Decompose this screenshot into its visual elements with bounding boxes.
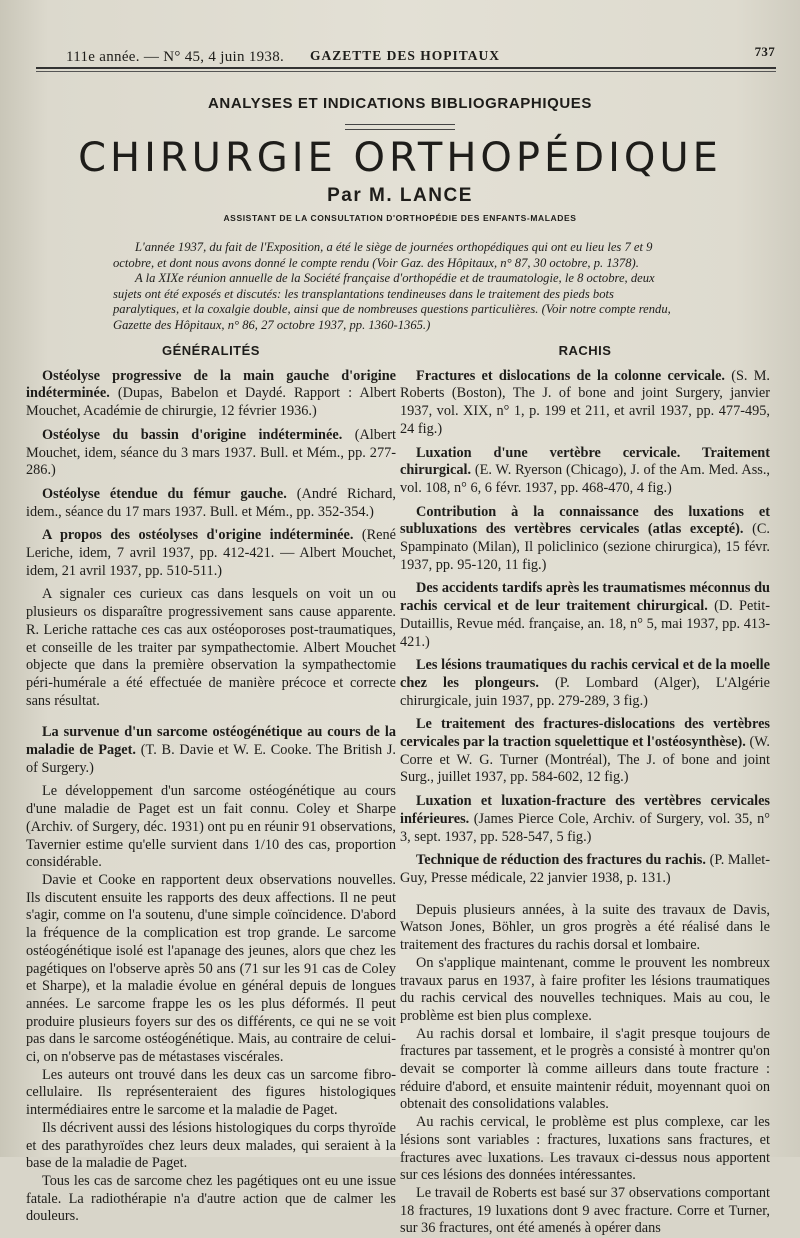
bibliography-entry [400,580,770,651]
bibliography-entry [400,716,770,787]
bibliography-entry [26,427,396,480]
entry-reference: (James Pierce Cole, Archiv. of Surgery, vol. 35, n° 3, sept. 1937, pp. 528-547, 5 fig.) [400,810,771,845]
entry-reference: (André Richard, idem., séance du 17 mars 1937. Bull. et Mém., pp. 352-354.) [26,485,396,520]
bibliography-entry [26,724,396,777]
journal-name: GAZETTE DES HOPITAUX [310,48,501,63]
entry-reference: (P. Mallet-Guy, Presse médicale, 22 janvier 1938, p. 131.) [400,852,771,886]
intro-paragraph: L'année 1937, du fait de l'Exposition, a été le siège de journées orthopédiques qui ont eu lieu les 7 et 9 octobre, et dont nous avons donné le compte rendu (Voir Gaz. des Hôpitaux, n° 87, 30 octobre, p. 1378). [113,240,653,270]
main-title: CHIRURGIE ORTHOPÉDIQUE [78,135,722,181]
column-heading: RACHIS [558,343,612,358]
right-column [400,342,770,1238]
entry-reference: (René Leriche, idem, 7 avril 1937, pp. 412-421. — Albert Mouchet, idem, 21 avril 1937, pp. 510-511.) [26,527,396,579]
entry-reference: (S. M. Roberts (Boston), The J. of bone and joint Surgery, janvier 1937, vol. XIX, n° 1, p. 199 et 211, et avril 1937, pp. 477-495, 24 fig.) [400,367,771,437]
entry-title: Ostéolyse progressive de la main gauche d'origine indéterminée. [26,367,396,402]
body-paragraph: Les auteurs ont trouvé dans les deux cas un sarcome fibro-cellulaire. Ils représenteraient des figures histologiques intermédiaires entre le sarcome et la maladie de Paget. [26,1066,396,1119]
entry-reference: (E. W. Ryerson (Chicago), J. of the Am. Med. Ass., vol. 108, n° 6, 6 févr. 1937, pp. 468-470, 4 fig.) [400,462,771,496]
entry-title: Contribution à la connaissance des luxations et subluxations des vertèbres cervicales (atlas excepté). [400,503,770,538]
body-paragraph: Le développement d'un sarcome ostéogénétique au cours d'une maladie de Paget est un fait connu. Coley et Sharpe (Archiv. of Surgery, déc. 1931) ont pu en réunir 91 observations, Tavernier estime qu'elle survient dans 1/10 des cas, proportion considérable. [26,783,396,871]
body-paragraph: Le travail de Roberts est basé sur 37 observations comportant 18 fractures, 19 luxations dont 9 avec fracture. Corre et Turner, sur 36 fractures, ont été amenés à opérer dans [400,1184,770,1237]
bibliography-entry [26,527,396,580]
header-rule-thin [36,71,776,72]
bibliography-entry [400,793,770,846]
entry-title: Ostéolyse du bassin d'origine indéterminée. [42,426,343,443]
entry-title: Les lésions traumatiques du rachis cervical et de la moelle chez les plongeurs. [400,657,770,691]
bibliography-entry [26,368,396,421]
author-title: ASSISTANT DE LA CONSULTATION D'ORTHOPÉDIE DES ENFANTS-MALADES [223,213,577,223]
entry-reference: (W. Corre et W. G. Turner (Montréal), The J. of bone and joint Surg., juillet 1937, pp. 584-602, 12 fig.) [400,734,770,786]
page-number: 737 [754,44,775,59]
author: Par M. LANCE [327,185,473,206]
decorative-rule [345,124,455,130]
entry-title: Ostéolyse étendue du fémur gauche. [42,485,287,502]
bibliography-entry [400,368,770,439]
entry-reference: (P. Lombard (Alger), L'Algérie chirurgicale, juin 1937, pp. 279-289, 3 fig.) [400,674,770,709]
entry-title: La survenue d'un sarcome ostéogénétique au cours de la maladie de Paget. [26,724,396,759]
body-paragraph: Au rachis dorsal et lombaire, il s'agit presque toujours de fractures par tassement, et le progrès a consisté à montrer qu'on devait se comporter là comme ailleurs dans toute fracture : réduire d'abord, et ensuite maintenir réduit, moyennant quoi on obtenait des consolidations valables. [400,1025,770,1113]
bibliography-entry [400,657,770,710]
entry-reference: (D. Petit-Dutaillis, Revue méd. française, an. 18, n° 5, mai 1937, pp. 413-421.) [400,598,771,650]
body-paragraph: Ils décrivent aussi des lésions histologiques du corps thyroïde et des parathyroïdes chez leurs deux malades, qui seraient à la base de la maladie de Paget. [26,1119,396,1172]
entry-reference: (T. B. Davie et W. E. Cooke. The British J. of Surgery.) [26,742,397,776]
intro-paragraph: A la XIXe réunion annuelle de la Société française d'orthopédie et de traumatologie, le 8 octobre, deux sujets ont été exposés et discutés: les transplantations tendineuses dans le traitement des pieds bots paralytiques, et la coxalgie double, ainsi que de nombreuses questions particulières. (Voir notre compte rendu, Gazette des Hôpitaux, n° 86, 27 octobre 1937, pp. 1360-1365.) [113,271,671,332]
bibliography-entry [400,852,770,887]
entry-title: Luxation et luxation-fracture des vertèbres cervicales inférieures. [400,793,770,827]
body-paragraph: Davie et Cooke en rapportent deux observations nouvelles. Ils discutent ensuite les rapports des deux affections. Il ne peut s'agir, comme on l'a soutenu, d'une simple coïncidence. D'abord la fréquence de la complication est trop grande. Le sarcome ostéogénétique isolé est l'apanage des jeunes, alors que chez les pagétiques on l'observe après 50 ans (71 sur les 91 cas de Coley et Sharpe), et la maladie évolue en général depuis de longues années. Le sarcome frappe les os les plus déformés. Il peut produire plusieurs foyers sur des os différents, ce qui ne se voit pas dans le sarcome ostéogénétique. Mais, au contraire de celui-ci, on n'observe pas de métastases viscérales. [26,871,396,1066]
section-title: ANALYSES ET INDICATIONS BIBLIOGRAPHIQUES [207,95,593,112]
entry-reference: (Albert Mouchet, idem, séance du 3 mars 1937. Bull. et Mém., pp. 277-286.) [26,426,396,479]
issue-info: 111e année. — N° 45, 4 juin 1938. [66,49,285,65]
intro [113,240,673,334]
body-paragraph: Depuis plusieurs années, à la suite des travaux de Davis, Watson Jones, Böhler, un gros progrès a été réalisé dans le traitement des fractures du rachis dorsal et lombaire. [400,901,770,954]
body-paragraph: Tous les cas de sarcome chez les pagétiques ont eu une issue fatale. La radiothérapie n'a d'autre action que de calmer les douleurs. [26,1172,396,1225]
bibliography-entry [400,504,770,575]
body-paragraph: Au rachis cervical, le problème est plus complexe, car les lésions sont variables : fractures, luxations sans fractures, et fractures avec luxations. Les travaux ci-dessus nous apportent sur ces lésions des données intéressantes. [400,1114,770,1184]
entry-title: Le traitement des fractures-dislocations des vertèbres cervicales par la traction squelettique et l'ostéosynthèse). [400,716,770,751]
bibliography-entry [26,486,396,521]
header-rule [36,67,776,69]
entry-reference: (Dupas, Babelon et Daydé. Rapport : Albert Mouchet, Académie de chirurgie, 12 février 1936.) [26,385,396,420]
bibliography-entry [400,445,770,498]
entry-title: Luxation d'une vertèbre cervicale. Traitement chirurgical. [400,444,770,479]
left-column [26,342,396,1226]
body-paragraph: On s'applique maintenant, comme le prouvent les nombreux travaux parus en 1937, à faire profiter les lésions traumatiques du rachis cervical des nouvelles techniques. Mais au cou, le problème est bien plus complexe. [400,954,770,1024]
entry-title: Fractures et dislocations de la colonne cervicale. [416,367,725,384]
column-heading: GÉNÉRALITÉS [162,343,260,358]
entry-title: A propos des ostéolyses d'origine indéterminée. [42,527,354,544]
entry-title: Technique de réduction des fractures du rachis. [416,852,706,869]
entry-reference: (C. Spampinato (Milan), Il policlinico (sezione chirurgica), 15 févr. 1937, pp. 95-120, 11 fig.) [400,521,770,573]
entry-title: Des accidents tardifs après les traumatismes méconnus du rachis cervical et de leur traitement chirurgical. [400,580,770,615]
body-paragraph: A signaler ces curieux cas dans lesquels on voit un ou plusieurs os disparaître progressivement sans cause apparente. R. Leriche rattache ces cas aux ostéoporoses post-traumatiques, et conseille de les traiter par sympathectomie. Albert Mouchet objecte que dans la première observation la sympathectomie péri-humérale a été effectuée de manière précoce et correcte sans résultat. [26,586,396,709]
